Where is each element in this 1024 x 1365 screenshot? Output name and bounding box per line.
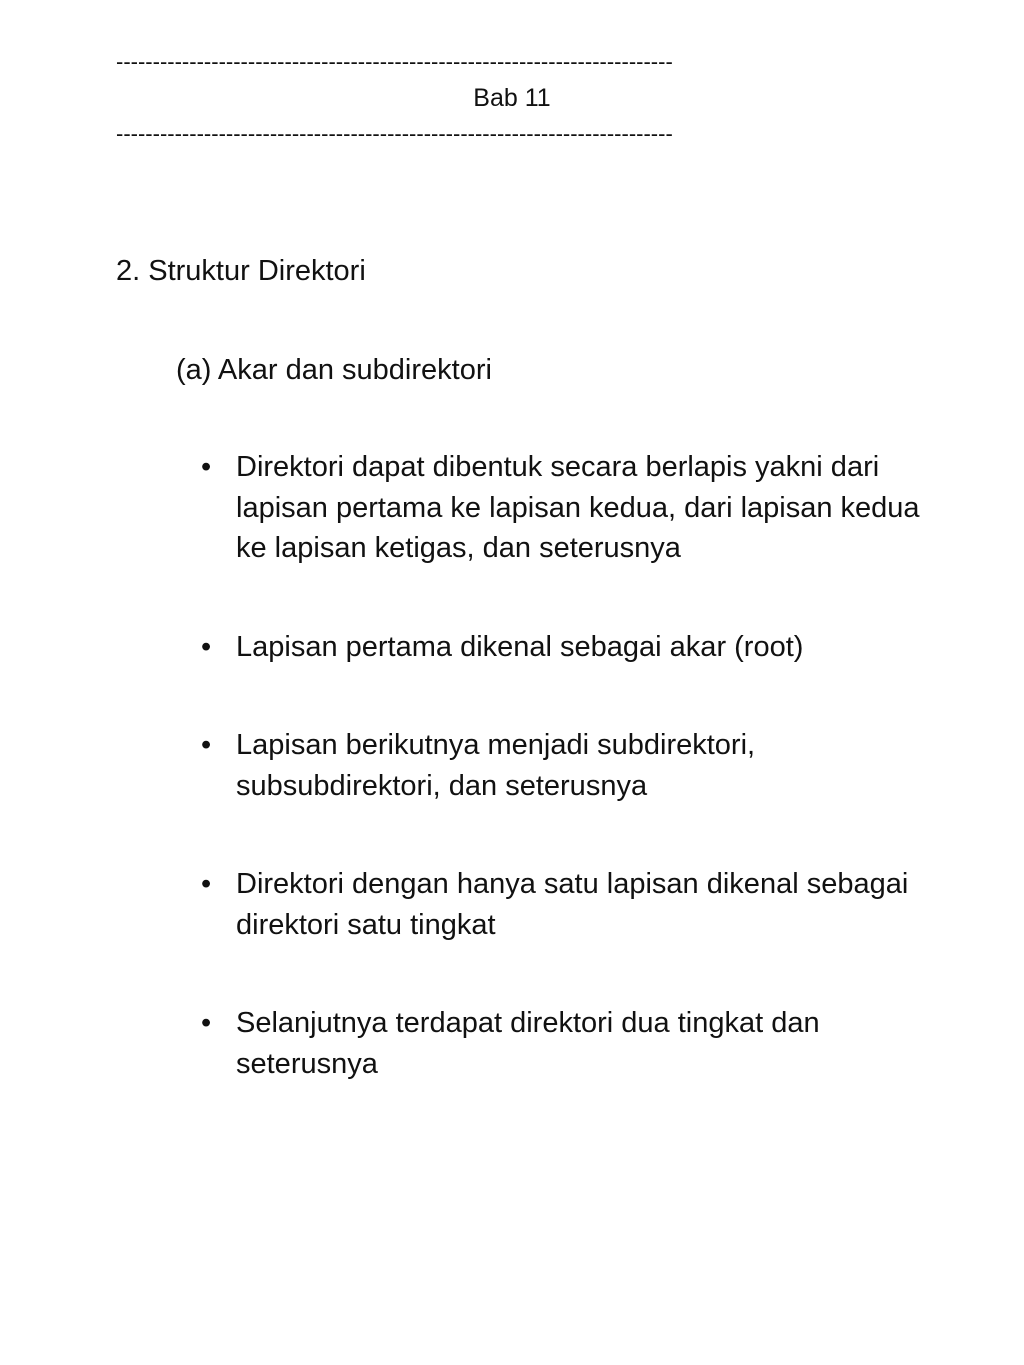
bullet-list <box>196 447 956 1084</box>
bullet-item <box>196 725 956 806</box>
bullet-text: Direktori dengan hanya satu lapisan dikenal sebagai direktori satu tingkat <box>236 868 909 941</box>
bullet-item <box>196 447 956 569</box>
section-title: 2. Struktur Direktori <box>116 255 366 287</box>
bullet-text: Lapisan pertama dikenal sebagai akar (root) <box>236 630 804 663</box>
bullet-icon: • <box>201 630 212 663</box>
bullet-text: Lapisan berikutnya menjadi subdirektori, subsubdirektori, dan seterusnya <box>236 729 756 802</box>
bullet-icon: • <box>201 1007 212 1039</box>
chapter-label: Bab 11 <box>473 84 551 112</box>
bullet-icon: • <box>201 868 212 900</box>
bullet-text: Selanjutnya terdapat direktori dua tingkat dan seterusnya <box>236 1007 820 1080</box>
bullet-icon: • <box>201 729 212 761</box>
header-dashed-rule-top: ---------------------------------------------------------------------------- <box>116 49 673 74</box>
bullet-icon: • <box>201 451 212 483</box>
header-dashed-rule-bottom: ---------------------------------------------------------------------------- <box>116 121 673 146</box>
bullet-text: Direktori dapat dibentuk secara berlapis yakni dari lapisan pertama ke lapisan kedua, dari lapisan kedua ke lapisan ketigas, dan seterusnya <box>236 451 920 564</box>
bullet-item <box>196 627 956 668</box>
subsection-title: (a) Akar dan subdirektori <box>176 354 492 386</box>
bullet-item <box>196 864 956 945</box>
bullet-item <box>196 1003 956 1084</box>
